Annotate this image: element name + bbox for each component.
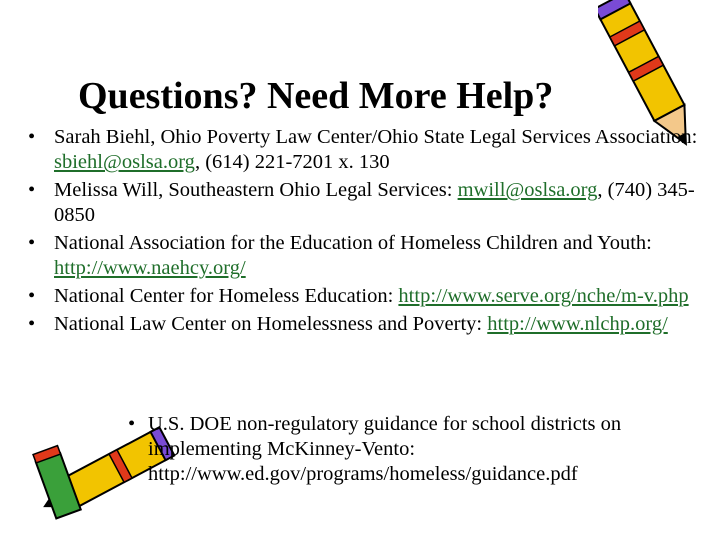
url-link-naehcy[interactable]: http://www.naehcy.org/ (54, 257, 246, 279)
item-text: National Association for the Education of Homeless Children and Youth: (54, 232, 652, 254)
list-item-nche (28, 284, 698, 309)
list-item-doe-guidance (128, 412, 688, 487)
item-text: National Center for Homeless Education: (54, 285, 399, 307)
bullet-icon: • (28, 313, 36, 335)
list-item-melissa-will (28, 178, 698, 228)
bullet-icon: • (128, 413, 136, 435)
email-link-sbiehl[interactable]: sbiehl@oslsa.org (54, 151, 195, 173)
list-item-nlchp (28, 312, 698, 337)
item-text: Sarah Biehl, Ohio Poverty Law Center/Ohio State Legal Services Association: (54, 126, 698, 148)
item-text: National Law Center on Homelessness and Poverty: (54, 313, 488, 335)
bullet-icon: • (28, 232, 36, 254)
url-link-nche[interactable]: http://www.serve.org/nche/m-v.php (398, 285, 689, 307)
item-text-after: , (614) 221-7201 x. 130 (194, 151, 390, 173)
bullet-icon: • (28, 126, 36, 148)
sub-list (128, 412, 688, 487)
url-link-nlchp[interactable]: http://www.nlchp.org/ (487, 313, 668, 335)
item-text: Melissa Will, Southeastern Ohio Legal Services: (54, 179, 458, 201)
list-item-naehcy (28, 231, 698, 281)
bullet-icon: • (28, 179, 36, 201)
item-text: U.S. DOE non-regulatory guidance for school districts on implementing McKinney-Vento: http://www.ed.gov/programs/homeless/guidance.pdf (148, 413, 622, 485)
bullet-icon: • (28, 285, 36, 307)
item-text-after: , (740) 345-0850 (54, 179, 695, 226)
contact-list (28, 125, 698, 340)
list-item-sarah-biehl (28, 125, 698, 175)
email-link-mwill[interactable]: mwill@oslsa.org (457, 179, 598, 201)
page-title: Questions? Need More Help? (78, 75, 554, 117)
